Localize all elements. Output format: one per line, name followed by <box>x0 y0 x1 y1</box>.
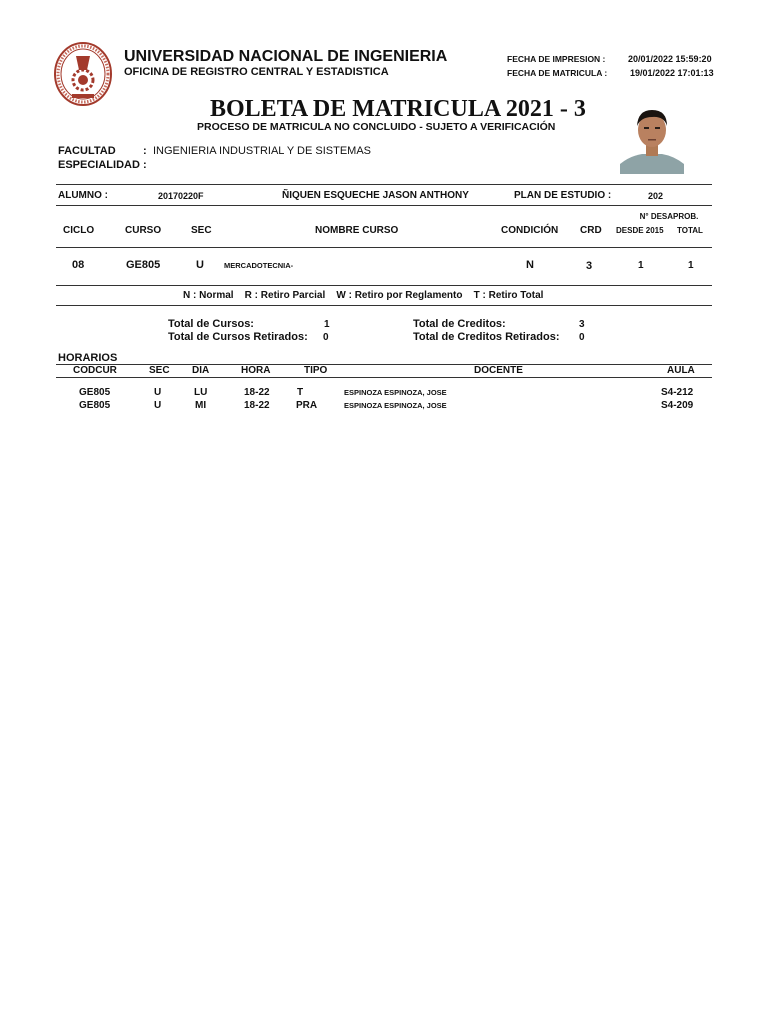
header-sec: SEC <box>191 225 212 236</box>
faculty-label: FACULTAD <box>58 145 116 157</box>
enroll-date-value: 19/01/2022 17:01:13 <box>630 68 714 78</box>
schedule-hora: 18-22 <box>244 400 270 411</box>
course-credits: 3 <box>586 260 593 272</box>
document-title: BOLETA DE MATRICULA 2021 - 3 <box>210 96 586 122</box>
course-code: GE805 <box>126 259 161 271</box>
print-date-label: FECHA DE IMPRESION : <box>507 54 606 64</box>
total-courses-withdrawn-label: Total de Cursos Retirados: <box>168 331 308 343</box>
divider-student-bottom <box>56 205 712 206</box>
schedule-hora: 18-22 <box>244 387 270 398</box>
schedule-header-sec: SEC <box>149 365 170 376</box>
schedule-header-aula: AULA <box>667 365 695 376</box>
faculty-value: INGENIERIA INDUSTRIAL Y DE SISTEMAS <box>153 145 372 157</box>
faculty-separator: : <box>143 145 147 157</box>
total-credits-withdrawn-label: Total de Creditos Retirados: <box>413 331 560 343</box>
schedule-header-hora: HORA <box>241 365 271 376</box>
plan-value: 202 <box>648 191 664 201</box>
schedule-tipo: T <box>297 387 304 398</box>
divider-student-top <box>56 184 712 185</box>
header-desaprob: N° DESAPROB. <box>639 212 699 221</box>
document-subtitle: PROCESO DE MATRICULA NO CONCLUIDO - SUJETO A VERIFICACIÓN <box>197 121 556 133</box>
header-condicion: CONDICIÓN <box>501 225 559 236</box>
specialty-label: ESPECIALIDAD : <box>58 159 147 171</box>
schedule-header-dia: DIA <box>192 365 210 376</box>
university-seal-icon <box>54 42 112 106</box>
divider-legend-top <box>56 285 712 286</box>
course-sec: U <box>196 259 204 271</box>
office-name: OFICINA DE REGISTRO CENTRAL Y ESTADISTICA <box>124 66 389 78</box>
course-condition: N <box>526 259 534 271</box>
course-desaprob-total: 1 <box>688 260 694 271</box>
header-curso: CURSO <box>125 225 162 236</box>
total-credits-label: Total de Creditos: <box>413 318 506 330</box>
total-courses-value: 1 <box>324 319 330 330</box>
schedule-aula: S4-209 <box>661 400 694 411</box>
student-label: ALUMNO : <box>58 190 108 201</box>
divider-courses-header <box>56 247 712 248</box>
condition-legend: N : Normal R : Retiro Parcial W : Retiro por Reglamento T : Retiro Total <box>183 290 544 301</box>
print-date-value: 20/01/2022 15:59:20 <box>628 54 712 64</box>
total-courses-label: Total de Cursos: <box>168 318 254 330</box>
schedule-docente: ESPINOZA ESPINOZA, JOSE <box>344 401 447 410</box>
total-credits-value: 3 <box>579 319 585 330</box>
student-photo <box>620 104 684 174</box>
schedule-header-codcur: CODCUR <box>73 365 117 376</box>
schedule-aula: S4-212 <box>661 387 694 398</box>
student-code: 20170220F <box>158 191 204 201</box>
schedule-codcur: GE805 <box>79 400 111 411</box>
schedule-sec: U <box>154 387 162 398</box>
schedule-header-docente: DOCENTE <box>474 365 523 376</box>
plan-label: PLAN DE ESTUDIO : <box>514 190 612 201</box>
divider-schedule-header <box>56 377 712 378</box>
schedule-sec: U <box>154 400 162 411</box>
header-ciclo: CICLO <box>63 225 95 236</box>
header-desde: DESDE 2015 <box>616 226 664 235</box>
header-nombre: NOMBRE CURSO <box>315 225 399 236</box>
schedule-title: HORARIOS <box>58 352 118 364</box>
course-ciclo: 08 <box>72 259 85 271</box>
header-crd: CRD <box>580 225 602 236</box>
schedule-tipo: PRA <box>296 400 318 411</box>
schedule-docente: ESPINOZA ESPINOZA, JOSE <box>344 388 447 397</box>
divider-legend-bottom <box>56 305 712 306</box>
total-courses-withdrawn-value: 0 <box>323 332 329 343</box>
header-total: TOTAL <box>677 226 703 235</box>
schedule-dia: MI <box>195 400 207 411</box>
course-desaprob-desde: 1 <box>638 260 644 271</box>
schedule-codcur: GE805 <box>79 387 111 398</box>
schedule-dia: LU <box>194 387 208 398</box>
schedule-header-tipo: TIPO <box>304 365 328 376</box>
student-name: ÑIQUEN ESQUECHE JASON ANTHONY <box>282 190 469 201</box>
course-name: MERCADOTECNIA- <box>224 261 294 270</box>
enroll-date-label: FECHA DE MATRICULA : <box>507 68 608 78</box>
total-credits-withdrawn-value: 0 <box>579 332 585 343</box>
university-name: UNIVERSIDAD NACIONAL DE INGENIERIA <box>124 48 448 65</box>
